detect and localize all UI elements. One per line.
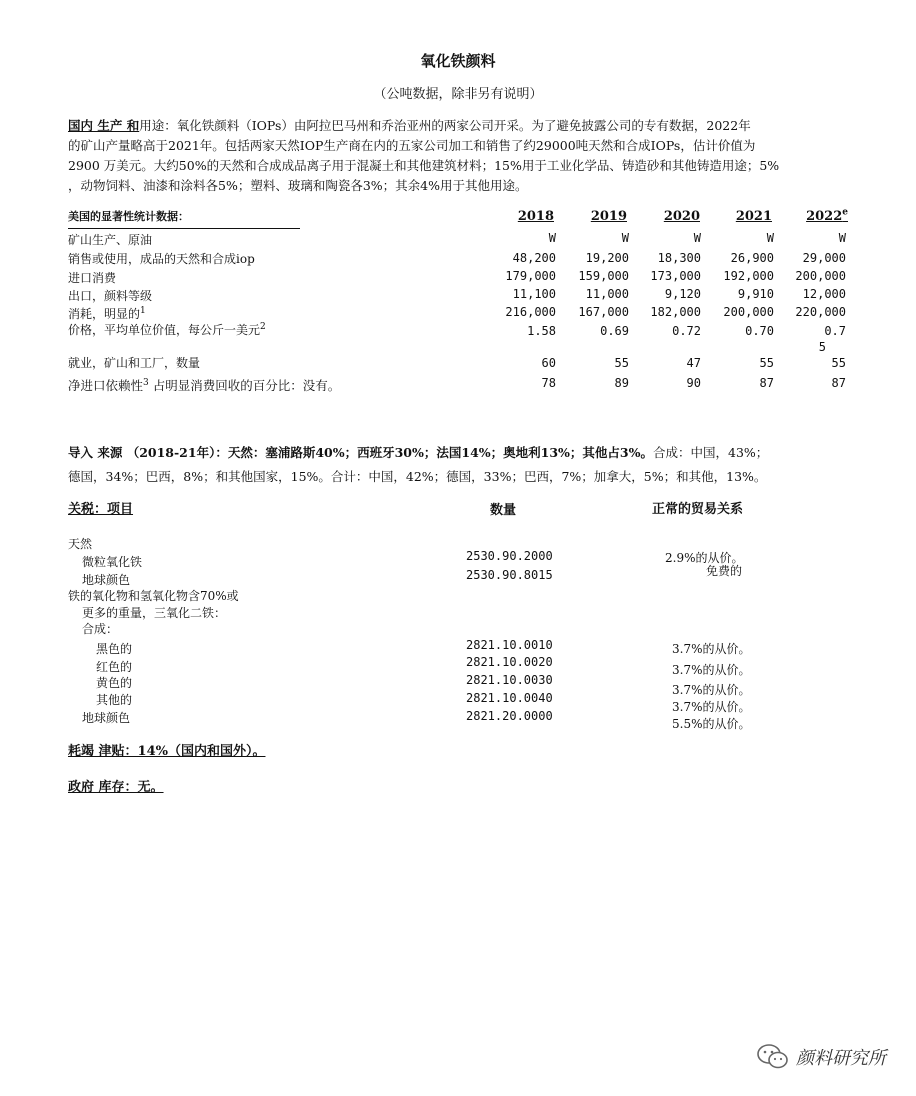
- page-title: 氧化铁颜料: [420, 52, 496, 70]
- tariff-label-yellow: 黄色的: [96, 676, 133, 690]
- tariff-code-micaceous: 2530.90.2000: [466, 549, 553, 563]
- domestic-heading: 国内 生产 和: [68, 118, 140, 133]
- import-line-1: 导入 来源 （2018-21年）：天然：塞浦路斯40%；西班牙30%；法国14%；奥地利13%；其他占3%。合成：中国，43%；: [68, 445, 769, 460]
- stats-row-employment: 就业，矿山和工厂，数量 60 55 47 55 55: [68, 356, 846, 370]
- year-2020: 2020: [663, 209, 700, 224]
- tariff-col-item: 关税：项目: [68, 502, 134, 517]
- stats-heading: 美国的显著性统计数据：: [68, 210, 189, 223]
- stats-row-sold-used: 销售或使用，成品的天然和合成iop 48,200 19,200 18,300 26,900 29,000: [68, 251, 846, 266]
- tariff-rate-black: 3.7%的从价。: [672, 642, 751, 656]
- tariff-label-micaceous: 微粒氧化铁: [82, 555, 143, 569]
- watermark: [756, 1043, 886, 1071]
- tariff-label-iron-oxides: 铁的氧化物和氢氧化物含70%或: [68, 589, 239, 603]
- stats-row-exports: 出口，颜料等级 11,100 11,000 9,120 9,910 12,000: [68, 287, 846, 303]
- tariff-label-black: 黑色的: [96, 642, 133, 656]
- stats-row-imports: 进口消费 179,000 159,000 173,000 192,000 200,000: [68, 269, 846, 285]
- tariff-code-other: 2821.10.0040: [466, 691, 553, 705]
- tariff-label-earth-colors-natural: 地球颜色: [82, 573, 131, 587]
- stats-row-consumption: 消耗，明显的$^1$ 216,000 167,000 182,000 200,000 220,000: [68, 305, 846, 321]
- tariff-code-yellow: 2821.10.0030: [466, 673, 553, 687]
- tariff-rate-red: 3.7%的从价。: [672, 663, 751, 677]
- year-2022: 2022e: [806, 207, 848, 224]
- domestic-line-3: 2900 万美元。大约50%的天然和合成成品离子用于混凝土和其他建筑材料；15%用于工业化学品、铸造砂和其他铸造用途；5%: [68, 158, 780, 173]
- stats-row-price: 价格，平均单位价值，每公斤一美元$^2$ 1.58 0.69 0.72 0.70 0.7 5: [68, 322, 846, 354]
- watermark-text: 颜料研究所: [796, 1048, 886, 1069]
- tariff-rate-other: 3.7%的从价。: [672, 700, 751, 714]
- page-subtitle: （公吨数据，除非另有说明）: [373, 87, 543, 102]
- stats-heading-rule: [68, 228, 300, 229]
- import-sources: [68, 441, 868, 489]
- depletion-allowance: 耗竭 津贴：14%（国内和国外）。: [68, 744, 266, 759]
- tariff-code-red: 2821.10.0020: [466, 655, 553, 669]
- tariff-code-earth-colors-natural: 2530.90.8015: [466, 568, 553, 582]
- tariff-rate-earth-colors-natural: 免费的: [706, 564, 743, 578]
- year-2019: 2019: [590, 209, 627, 224]
- tariff-rate-yellow: 3.7%的从价。: [672, 683, 751, 697]
- tariff-rate-earth-colors: 5.5%的从价。: [672, 717, 751, 731]
- domestic-line-4: ，动物饲料、油漆和涂料各5%；塑料、玻璃和陶瓷各3%；其余4%用于其他用途。: [68, 178, 528, 193]
- tariff-label-other: 其他的: [96, 693, 133, 707]
- wechat-icon: [756, 1043, 790, 1071]
- domestic-line-2: 的矿山产量略高于2021年。包括两家天然IOP生产商在内的五家公司加工和销售了约29000吨天然和合成IOPs，估计价值为: [68, 138, 756, 153]
- tariff-label-iron-oxides-cont: 更多的重量，三氧化二铁：: [82, 606, 227, 620]
- tariff-code-black: 2821.10.0010: [466, 638, 553, 652]
- domestic-paragraph: [68, 116, 848, 196]
- tariff-code-earth-colors: 2821.20.0000: [466, 709, 553, 723]
- domestic-line-1: 国内 生产 和用途：氧化铁颜料（IOPs）由阿拉巴马州和乔治亚州的两家公司开采。为了避免披露公司的专有数据，2022年: [68, 118, 751, 133]
- import-line-2: 德国，34%；巴西，8%；和其他国家，15%。合计：中国，42%；德国，33%；巴西，7%；加拿大，5%；和其他，13%。: [68, 469, 767, 484]
- stats-row-net-import-reliance: 净进口依赖性$^3$ 占明显消费回收的百分比：没有。 78 89 90 87 87: [68, 376, 846, 393]
- import-heading: 导入 来源 （2018-21年）：天然：塞浦路斯40%；西班牙30%；法国14%；奥地利13%；其他占3%。: [68, 445, 653, 460]
- government-stockpile: 政府 库存：无。: [68, 780, 164, 795]
- tariff-label-synthetic: 合成：: [82, 622, 119, 636]
- tariff-rate-micaceous: 2.9%的从价。: [665, 551, 744, 565]
- tariff-label-earth-colors: 地球颜色: [82, 711, 131, 725]
- year-2021: 2021: [735, 209, 772, 224]
- stats-row-mine-production: 矿山生产、原油 W W W W W: [68, 231, 846, 247]
- tariff-label-natural: 天然: [68, 537, 93, 551]
- year-2018: 2018: [517, 209, 554, 224]
- tariff-label-red: 红色的: [96, 660, 133, 674]
- tariff-col-number: 数量: [490, 503, 517, 518]
- tariff-col-rate: 正常的贸易关系: [652, 502, 744, 517]
